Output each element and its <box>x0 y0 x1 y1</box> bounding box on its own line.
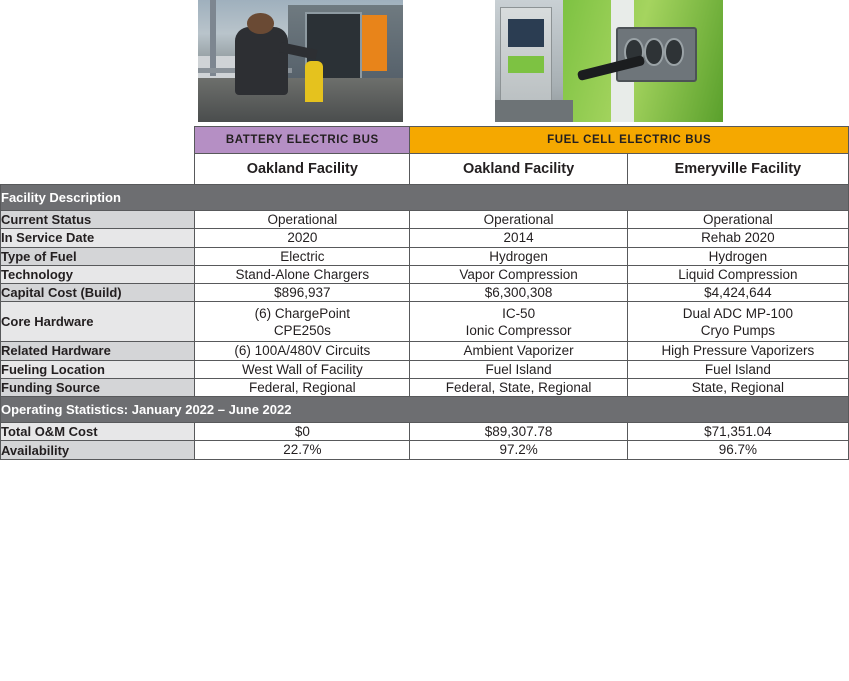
value-line: $6,300,308 <box>484 285 553 301</box>
value-line: CPE250s <box>273 322 331 338</box>
row-value <box>410 342 627 360</box>
value-line: Liquid Compression <box>678 266 798 282</box>
value-line: Fuel Island <box>485 361 552 377</box>
row-value <box>410 378 627 396</box>
table-row <box>1 360 849 378</box>
battery-electric-bus-charging-photo <box>198 0 403 122</box>
row-value <box>627 284 848 302</box>
value-line: (6) 100A/480V Circuits <box>234 343 371 359</box>
value-line: 2014 <box>503 230 534 246</box>
value-line: 96.7% <box>718 442 757 458</box>
row-value <box>627 229 848 247</box>
row-label: Technology <box>1 265 195 283</box>
row-value <box>195 211 410 229</box>
row-value <box>410 284 627 302</box>
value-line: Electric <box>280 248 325 264</box>
row-value <box>627 342 848 360</box>
photo-ground <box>198 78 403 122</box>
technology-header-row <box>1 127 849 154</box>
row-label: Fueling Location <box>1 360 195 378</box>
table-row <box>1 211 849 229</box>
row-label: Availability <box>1 441 195 459</box>
value-line: State, Regional <box>691 379 784 395</box>
section-title: Facility Description <box>1 185 849 211</box>
value-line: (6) ChargePoint <box>254 305 350 321</box>
facility-comparison-table <box>0 126 849 460</box>
photo-fuel-port <box>664 38 684 66</box>
value-line: $89,307.78 <box>484 424 553 440</box>
value-line: Ambient Vaporizer <box>463 343 574 359</box>
value-line: Cryo Pumps <box>700 322 775 338</box>
photo-technician-head <box>247 13 274 34</box>
row-value <box>410 265 627 283</box>
fuel-cell-bus-hydrogen-fueling-photo <box>495 0 723 122</box>
value-line: 22.7% <box>283 442 322 458</box>
table-row <box>1 342 849 360</box>
table-row <box>1 229 849 247</box>
value-line: Dual ADC MP-100 <box>682 305 793 321</box>
value-line: Ionic Compressor <box>465 322 572 338</box>
row-value <box>195 378 410 396</box>
value-line: West Wall of Facility <box>241 361 363 377</box>
table-row <box>1 302 849 342</box>
table-row <box>1 284 849 302</box>
photo-row <box>0 0 849 122</box>
row-value <box>410 360 627 378</box>
value-line: Rehab 2020 <box>701 230 775 246</box>
value-line: Operational <box>702 212 773 227</box>
row-label: Capital Cost (Build) <box>1 284 195 302</box>
row-value <box>195 229 410 247</box>
row-value <box>410 302 627 342</box>
facility-name-bev: Oakland Facility <box>195 154 410 185</box>
row-value <box>195 360 410 378</box>
value-line: Hydrogen <box>708 248 768 264</box>
row-value <box>195 265 410 283</box>
value-line: $4,424,644 <box>704 285 772 301</box>
row-label: Related Hardware <box>1 342 195 360</box>
row-value <box>410 247 627 265</box>
row-value <box>627 302 848 342</box>
facility-name-fcb-emeryville: Emeryville Facility <box>627 154 848 185</box>
row-label: Funding Source <box>1 378 195 396</box>
row-value <box>195 342 410 360</box>
row-label: Current Status <box>1 211 195 229</box>
table-row <box>1 378 849 396</box>
value-line: Hydrogen <box>489 248 548 264</box>
row-value <box>195 284 410 302</box>
row-label: Core Hardware <box>1 302 195 342</box>
value-line: Federal, Regional <box>249 379 356 395</box>
row-value <box>410 423 627 441</box>
header-spacer <box>1 127 195 154</box>
facility-name-fcb-oakland: Oakland Facility <box>410 154 627 185</box>
photo-station-accent <box>362 15 387 71</box>
row-value <box>410 229 627 247</box>
photo-fueling-panel <box>616 27 698 82</box>
table-row <box>1 265 849 283</box>
row-value <box>195 247 410 265</box>
photo-pole <box>210 0 216 76</box>
facility-header-row <box>1 154 849 185</box>
row-value <box>410 211 627 229</box>
value-line: Federal, State, Regional <box>445 379 592 395</box>
header-battery-electric-bus: BATTERY ELECTRIC BUS <box>195 127 410 154</box>
row-value <box>195 423 410 441</box>
row-label: In Service Date <box>1 229 195 247</box>
row-value <box>627 247 848 265</box>
row-value <box>627 265 848 283</box>
value-line: 97.2% <box>499 442 538 458</box>
row-value <box>627 211 848 229</box>
table-row <box>1 423 849 441</box>
row-label: Type of Fuel <box>1 247 195 265</box>
row-value <box>627 441 848 459</box>
value-line: High Pressure Vaporizers <box>661 343 815 359</box>
facility-spacer <box>1 154 195 185</box>
table-row <box>1 441 849 459</box>
section-header-row <box>1 185 849 211</box>
value-line: $71,351.04 <box>704 424 772 440</box>
value-line: Vapor Compression <box>459 266 578 282</box>
section-title: Operating Statistics: January 2022 – June 2022 <box>1 397 849 423</box>
row-label: Total O&M Cost <box>1 423 195 441</box>
photo-dispenser-screen <box>508 19 544 47</box>
row-value <box>195 302 410 342</box>
photo-ground <box>495 100 573 122</box>
value-line: Operational <box>267 212 338 227</box>
photo-fuel-port <box>644 38 664 66</box>
value-line: Operational <box>483 212 554 227</box>
value-line: $896,937 <box>274 285 331 301</box>
photo-bollard <box>305 61 323 102</box>
row-value <box>627 423 848 441</box>
section-header-row <box>1 397 849 423</box>
header-fuel-cell-electric-bus: FUEL CELL ELECTRIC BUS <box>410 127 849 154</box>
photo-dispenser-accent <box>508 56 544 73</box>
value-line: 2020 <box>287 230 318 246</box>
value-line: IC-50 <box>502 305 536 321</box>
row-value <box>195 441 410 459</box>
row-value <box>627 360 848 378</box>
value-line: Fuel Island <box>704 361 771 377</box>
value-line: Stand-Alone Chargers <box>235 266 370 282</box>
table-row <box>1 247 849 265</box>
photo-technician-body <box>235 27 288 95</box>
row-value <box>627 378 848 396</box>
row-value <box>410 441 627 459</box>
value-line: $0 <box>294 424 310 440</box>
